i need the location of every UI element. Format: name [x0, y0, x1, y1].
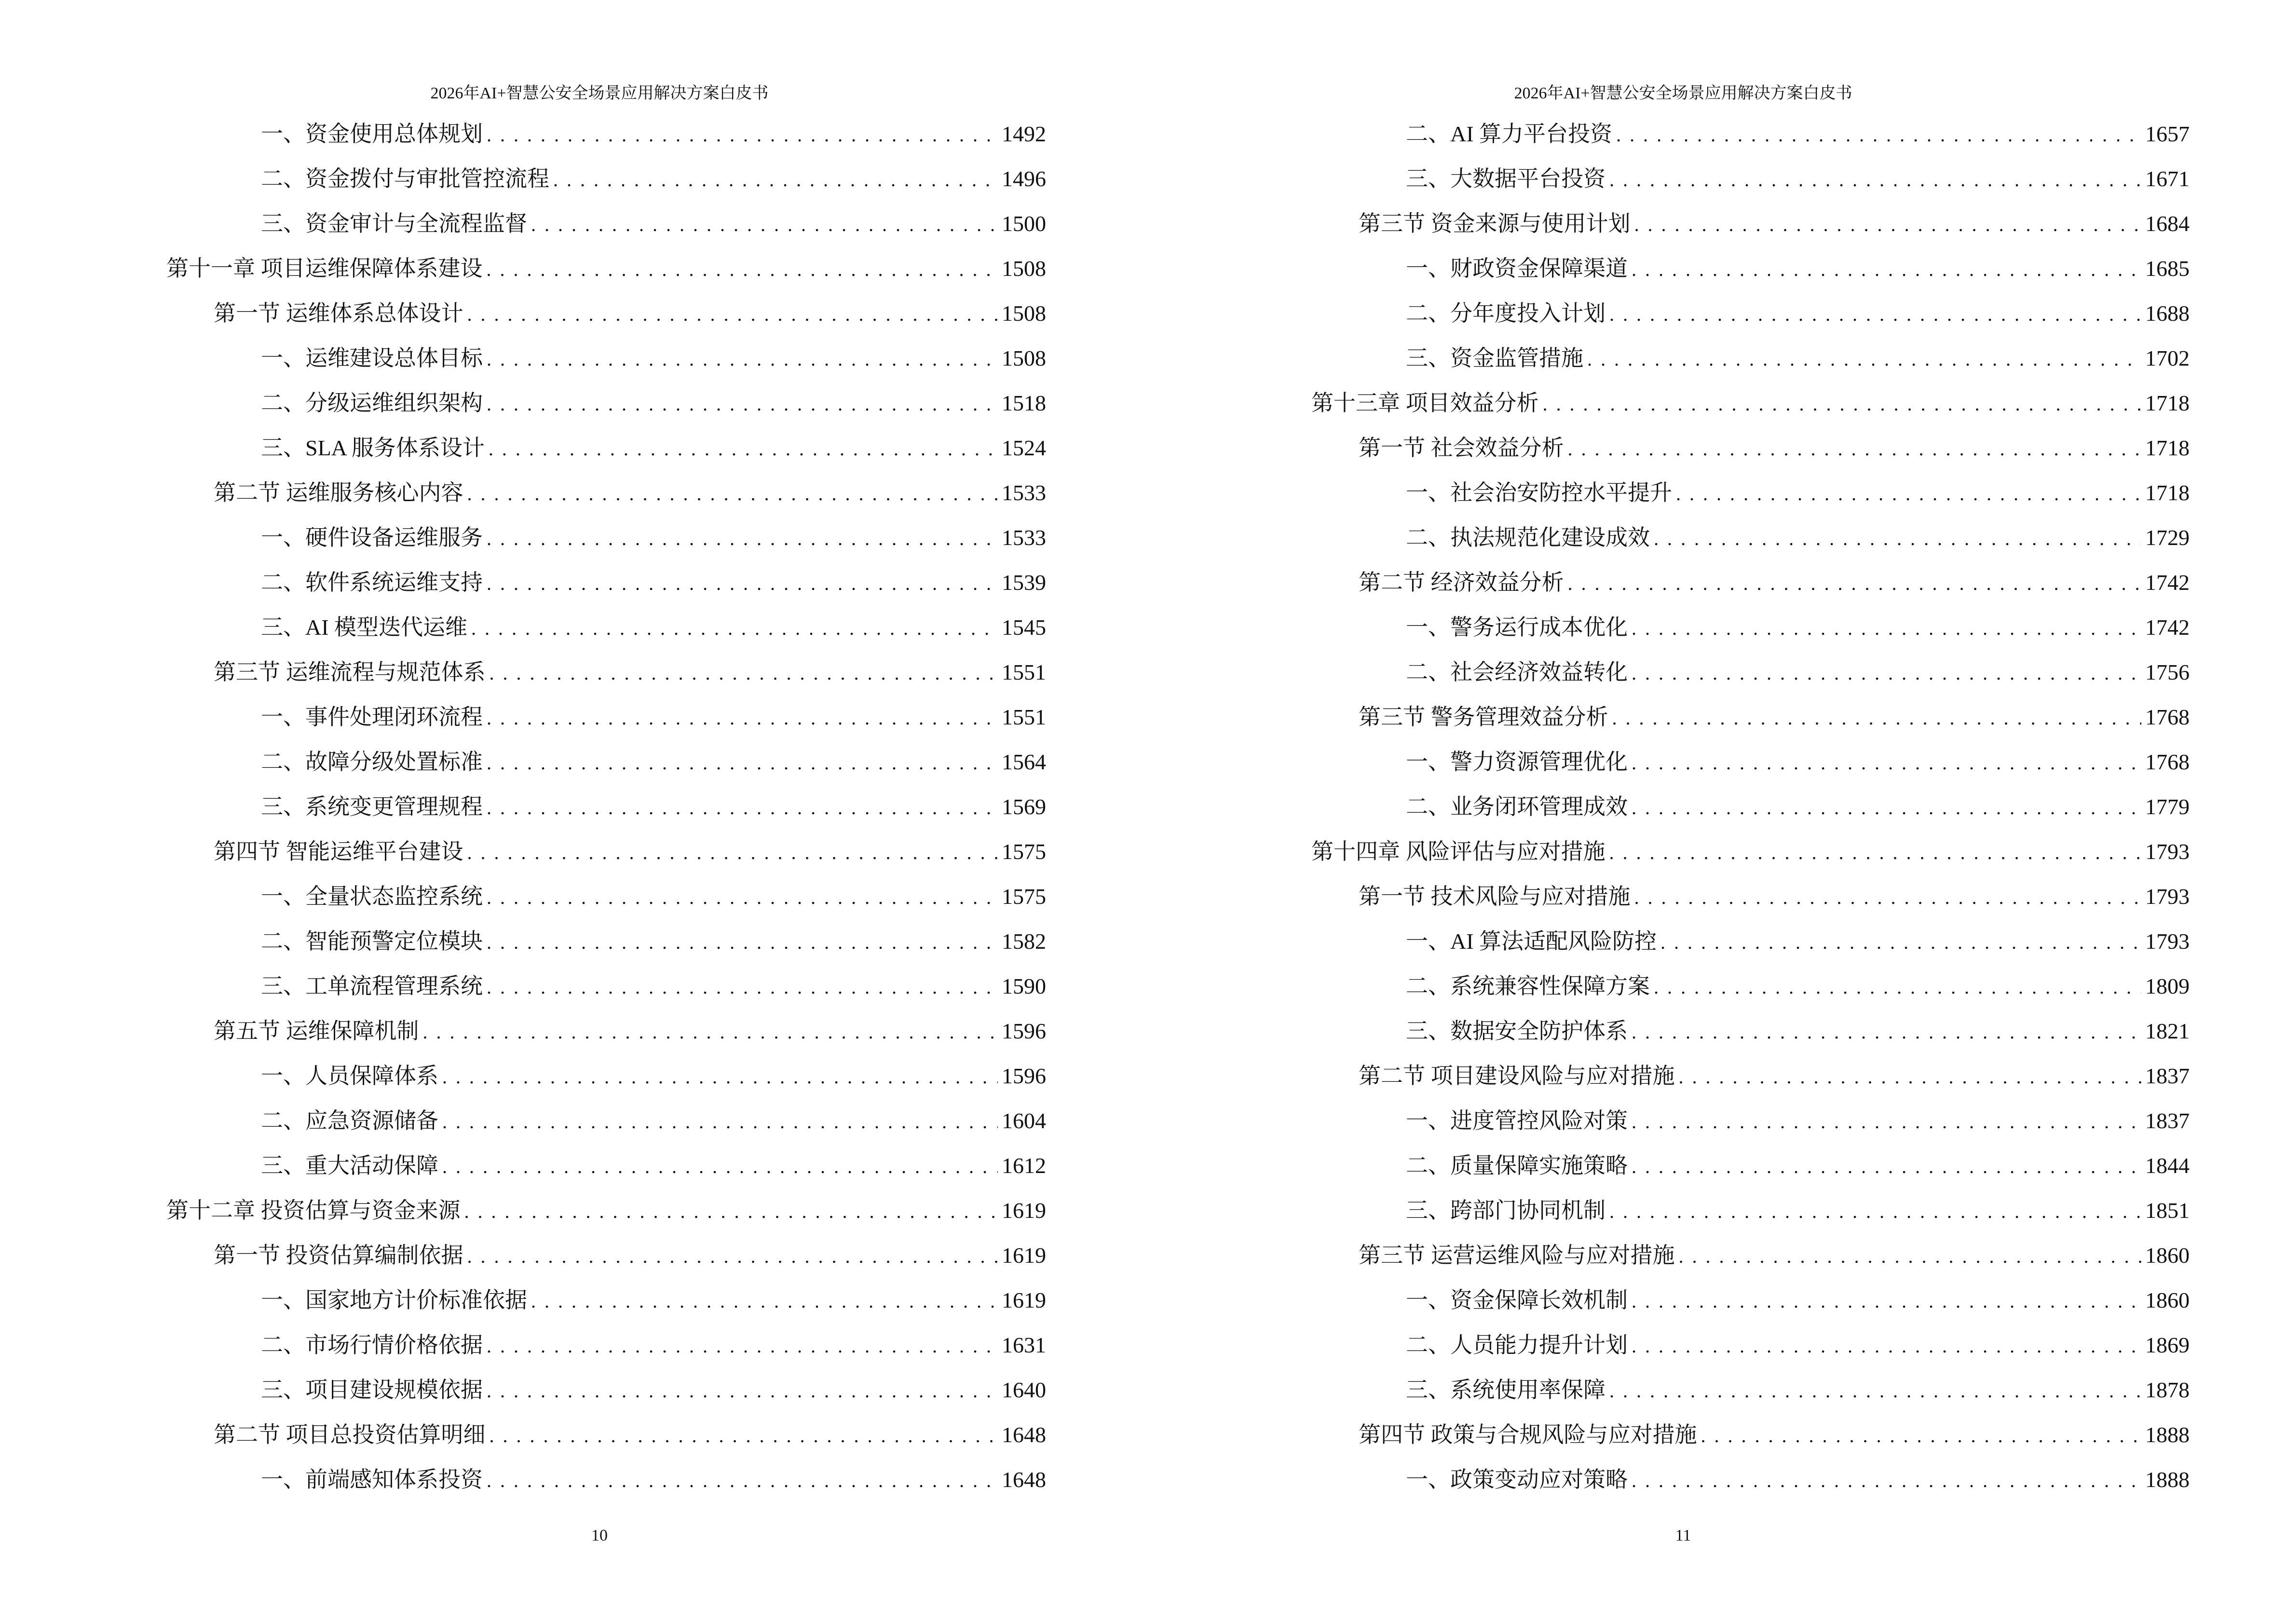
toc-entry-title: 第十三章 项目效益分析 [1311, 391, 1539, 415]
toc-entry-page-number: 1508 [1002, 346, 1046, 370]
toc-item-entry[interactable] [1311, 344, 2190, 389]
toc-item-entry[interactable] [1311, 1465, 2190, 1510]
toc-entry-title: 一、全量状态监控系统 [261, 884, 483, 909]
dot-leader [487, 569, 998, 598]
page-number: 10 [591, 1527, 608, 1544]
dot-leader [1632, 255, 2141, 284]
toc-entry-title: 一、AI 算法适配风险防控 [1406, 929, 1657, 954]
toc-chapter-entry[interactable] [166, 1196, 1046, 1241]
toc-entry-title: 二、业务闭环管理成效 [1406, 794, 1628, 819]
dot-leader [487, 345, 998, 374]
toc-entry-page-number: 1685 [2145, 256, 2190, 281]
table-of-contents [166, 120, 1046, 1510]
toc-entry-title: 一、进度管控风险对策 [1406, 1108, 1628, 1133]
toc-item-entry[interactable] [166, 434, 1046, 478]
toc-entry-title: 二、故障分级处置标准 [261, 750, 483, 774]
toc-entry-page-number: 1718 [2145, 436, 2190, 460]
toc-entry-title: 一、社会治安防控水平提升 [1406, 480, 1672, 505]
toc-item-entry[interactable] [166, 1106, 1046, 1151]
dot-leader [487, 255, 998, 284]
toc-entry-page-number: 1888 [2145, 1467, 2190, 1492]
toc-section-entry[interactable] [1311, 434, 2190, 478]
toc-entry-title: 二、软件系统运维支持 [261, 570, 483, 595]
dot-leader [1634, 210, 2142, 239]
dot-leader [467, 479, 998, 508]
dot-leader [1632, 1466, 2141, 1495]
toc-entry-page-number: 1518 [1002, 391, 1046, 415]
toc-entry-title: 二、社会经济效益转化 [1406, 660, 1628, 684]
toc-item-entry[interactable] [166, 703, 1046, 748]
toc-entry-page-number: 1837 [2145, 1108, 2190, 1133]
running-header: 2026年AI+智慧公安全场景应用解决方案白皮书 [1514, 84, 1852, 102]
dot-leader [1632, 793, 2141, 822]
dot-leader [467, 300, 998, 329]
toc-entry-page-number: 1533 [1002, 480, 1046, 505]
running-header: 2026年AI+智慧公安全场景应用解决方案白皮书 [430, 84, 769, 102]
toc-entry-page-number: 1551 [1002, 660, 1046, 684]
toc-entry-page-number: 1564 [1002, 750, 1046, 774]
toc-entry-title: 第二节 项目总投资估算明细 [214, 1422, 486, 1447]
toc-entry-page-number: 1702 [2145, 346, 2190, 370]
dot-leader [442, 1063, 998, 1092]
toc-item-entry[interactable] [1311, 972, 2190, 1017]
dot-leader [1609, 1197, 2141, 1226]
page-number: 11 [1675, 1527, 1691, 1544]
toc-entry-title: 三、工单流程管理系统 [261, 974, 483, 998]
dot-leader [1612, 704, 2142, 733]
toc-entry-page-number: 1888 [2145, 1422, 2190, 1447]
toc-entry-title: 第一节 社会效益分析 [1359, 436, 1564, 460]
dot-leader [1587, 345, 2141, 374]
toc-entry-title: 一、政策变动应对策略 [1406, 1467, 1628, 1492]
dot-leader [1632, 659, 2141, 688]
right-page [1144, 0, 2287, 1624]
toc-entry-title: 一、警力资源管理优化 [1406, 750, 1628, 774]
toc-entry-page-number: 1596 [1002, 1019, 1046, 1043]
toc-entry-title: 二、分年度投入计划 [1406, 301, 1606, 326]
toc-item-entry[interactable] [166, 927, 1046, 972]
toc-entry-page-number: 1582 [1002, 929, 1046, 954]
toc-section-entry[interactable] [166, 1241, 1046, 1286]
dot-leader [1632, 1018, 2141, 1047]
toc-section-entry[interactable] [166, 837, 1046, 882]
toc-item-entry[interactable] [166, 613, 1046, 658]
toc-entry-page-number: 1619 [1002, 1243, 1046, 1268]
dot-leader [1679, 1063, 2142, 1092]
toc-section-entry[interactable] [166, 299, 1046, 344]
dot-leader [487, 928, 998, 957]
dot-leader [487, 793, 998, 822]
toc-entry-title: 三、重大活动保障 [261, 1153, 438, 1178]
toc-item-entry[interactable] [166, 792, 1046, 837]
dot-leader [467, 838, 998, 867]
toc-entry-page-number: 1869 [2145, 1333, 2190, 1357]
dot-leader [531, 1287, 998, 1316]
toc-section-entry[interactable] [1311, 1241, 2190, 1286]
toc-item-entry[interactable] [166, 1331, 1046, 1376]
toc-item-entry[interactable] [166, 972, 1046, 1017]
toc-entry-page-number: 1793 [2145, 929, 2190, 954]
toc-entry-page-number: 1648 [1002, 1422, 1046, 1447]
dot-leader [1568, 435, 2142, 464]
toc-entry-title: 一、警务运行成本优化 [1406, 615, 1628, 640]
toc-entry-title: 一、资金保障长效机制 [1406, 1288, 1628, 1312]
toc-entry-page-number: 1533 [1002, 525, 1046, 550]
dot-leader [1701, 1421, 2142, 1450]
dot-leader [487, 121, 998, 150]
dot-leader [487, 704, 998, 733]
toc-item-entry[interactable] [1311, 1331, 2190, 1376]
toc-entry-page-number: 1837 [2145, 1064, 2190, 1088]
toc-entry-title: 一、资金使用总体规划 [261, 122, 483, 146]
toc-entry-page-number: 1648 [1002, 1467, 1046, 1492]
dot-leader [490, 1421, 998, 1450]
toc-entry-title: 第二节 项目建设风险与应对措施 [1359, 1064, 1675, 1088]
toc-entry-page-number: 1844 [2145, 1153, 2190, 1178]
dot-leader [1654, 973, 2141, 1002]
dot-leader [1654, 524, 2141, 553]
toc-entry-page-number: 1768 [2145, 750, 2190, 774]
toc-item-entry[interactable] [1311, 478, 2190, 523]
toc-item-entry[interactable] [1311, 120, 2190, 164]
dot-leader [553, 165, 998, 194]
toc-entry-title: 二、人员能力提升计划 [1406, 1333, 1628, 1357]
dot-leader [1543, 390, 2142, 419]
toc-entry-title: 二、执法规范化建设成效 [1406, 525, 1650, 550]
toc-entry-page-number: 1604 [1002, 1108, 1046, 1133]
toc-item-entry[interactable] [166, 1062, 1046, 1106]
toc-entry-page-number: 1729 [2145, 525, 2190, 550]
toc-item-entry[interactable] [1311, 613, 2190, 658]
toc-entry-title: 一、事件处理闭环流程 [261, 705, 483, 729]
dot-leader [1679, 1242, 2142, 1271]
dot-leader [487, 1466, 998, 1495]
toc-entry-page-number: 1551 [1002, 705, 1046, 729]
dot-leader [487, 749, 998, 778]
toc-entry-title: 第三节 警务管理效益分析 [1359, 705, 1608, 729]
toc-entry-title: 二、分级运维组织架构 [261, 391, 483, 415]
toc-item-entry[interactable] [166, 164, 1046, 209]
toc-entry-page-number: 1860 [2145, 1288, 2190, 1312]
toc-item-entry[interactable] [166, 1286, 1046, 1331]
toc-entry-page-number: 1524 [1002, 436, 1046, 460]
toc-entry-page-number: 1718 [2145, 391, 2190, 415]
dot-leader [487, 1332, 998, 1361]
toc-entry-page-number: 1500 [1002, 211, 1046, 236]
toc-entry-title: 三、项目建设规模依据 [261, 1378, 483, 1402]
toc-entry-title: 一、前端感知体系投资 [261, 1467, 483, 1492]
toc-item-entry[interactable] [166, 568, 1046, 613]
toc-entry-title: 二、智能预警定位模块 [261, 929, 483, 954]
toc-item-entry[interactable] [166, 748, 1046, 792]
dot-leader [1616, 121, 2141, 150]
toc-entry-title: 第三节 运维流程与规范体系 [214, 660, 486, 684]
toc-item-entry[interactable] [1311, 254, 2190, 299]
toc-section-entry[interactable] [1311, 882, 2190, 927]
toc-entry-page-number: 1688 [2145, 301, 2190, 326]
toc-section-entry[interactable] [166, 658, 1046, 703]
toc-item-entry[interactable] [166, 389, 1046, 434]
dot-leader [442, 1107, 998, 1136]
toc-item-entry[interactable] [166, 882, 1046, 927]
toc-entry-title: 三、跨部门协同机制 [1406, 1198, 1606, 1223]
toc-entry-page-number: 1619 [1002, 1288, 1046, 1312]
dot-leader [464, 1197, 998, 1226]
toc-entry-page-number: 1851 [2145, 1198, 2190, 1223]
dot-leader [1632, 1332, 2141, 1361]
toc-chapter-entry[interactable] [1311, 837, 2190, 882]
toc-entry-title: 一、财政资金保障渠道 [1406, 256, 1628, 281]
toc-entry-title: 第五节 运维保障机制 [214, 1019, 419, 1043]
toc-entry-page-number: 1612 [1002, 1153, 1046, 1178]
toc-entry-title: 三、资金监管措施 [1406, 346, 1583, 370]
toc-entry-page-number: 1793 [2145, 884, 2190, 909]
toc-entry-page-number: 1860 [2145, 1243, 2190, 1268]
toc-entry-page-number: 1657 [2145, 122, 2190, 146]
dot-leader [1632, 1287, 2141, 1316]
toc-entry-page-number: 1742 [2145, 570, 2190, 595]
toc-entry-page-number: 1569 [1002, 794, 1046, 819]
toc-entry-page-number: 1640 [1002, 1378, 1046, 1402]
toc-entry-page-number: 1684 [2145, 211, 2190, 236]
toc-entry-title: 三、SLA 服务体系设计 [261, 436, 485, 460]
toc-item-entry[interactable] [1311, 1376, 2190, 1420]
toc-entry-title: 第十二章 投资估算与资金来源 [166, 1198, 461, 1223]
toc-entry-title: 三、资金审计与全流程监督 [261, 211, 527, 236]
toc-item-entry[interactable] [1311, 792, 2190, 837]
toc-entry-title: 第四节 智能运维平台建设 [214, 839, 463, 864]
toc-entry-title: 一、硬件设备运维服务 [261, 525, 483, 550]
toc-entry-page-number: 1671 [2145, 166, 2190, 191]
dot-leader [1632, 614, 2141, 643]
toc-section-entry[interactable] [166, 1420, 1046, 1465]
toc-section-entry[interactable] [1311, 1420, 2190, 1465]
toc-entry-title: 二、应急资源储备 [261, 1108, 438, 1133]
toc-item-entry[interactable] [1311, 1151, 2190, 1196]
toc-item-entry[interactable] [1311, 1106, 2190, 1151]
toc-item-entry[interactable] [1311, 748, 2190, 792]
dot-leader [490, 659, 998, 688]
toc-entry-title: 三、AI 模型迭代运维 [261, 615, 468, 640]
toc-entry-title: 二、系统兼容性保障方案 [1406, 974, 1650, 998]
toc-entry-page-number: 1539 [1002, 570, 1046, 595]
toc-entry-title: 一、运维建设总体目标 [261, 346, 483, 370]
dot-leader [1661, 928, 2141, 957]
dot-leader [467, 1242, 998, 1271]
toc-entry-page-number: 1878 [2145, 1378, 2190, 1402]
toc-entry-page-number: 1768 [2145, 705, 2190, 729]
toc-section-entry[interactable] [1311, 703, 2190, 748]
dot-leader [1632, 1107, 2141, 1136]
toc-entry-title: 一、人员保障体系 [261, 1064, 438, 1088]
dot-leader [1609, 300, 2141, 329]
toc-entry-title: 第三节 运营运维风险与应对措施 [1359, 1243, 1675, 1268]
dot-leader [1609, 165, 2141, 194]
toc-item-entry[interactable] [166, 523, 1046, 568]
toc-entry-page-number: 1596 [1002, 1064, 1046, 1088]
toc-item-entry[interactable] [1311, 299, 2190, 344]
toc-entry-title: 二、AI 算力平台投资 [1406, 122, 1613, 146]
toc-entry-page-number: 1779 [2145, 794, 2190, 819]
dot-leader [1634, 883, 2142, 912]
toc-item-entry[interactable] [1311, 658, 2190, 703]
toc-entry-title: 三、数据安全防护体系 [1406, 1019, 1628, 1043]
toc-item-entry[interactable] [166, 1465, 1046, 1510]
dot-leader [489, 435, 998, 464]
table-of-contents [1311, 120, 2190, 1510]
dot-leader [1609, 838, 2142, 867]
dot-leader [1609, 1377, 2141, 1406]
dot-leader [487, 390, 998, 419]
toc-entry-page-number: 1545 [1002, 615, 1046, 640]
toc-entry-page-number: 1756 [2145, 660, 2190, 684]
dot-leader [487, 1377, 998, 1406]
toc-entry-title: 二、质量保障实施策略 [1406, 1153, 1628, 1178]
toc-entry-title: 一、国家地方计价标准依据 [261, 1288, 527, 1312]
toc-item-entry[interactable] [166, 344, 1046, 389]
toc-entry-title: 第二节 运维服务核心内容 [214, 480, 463, 505]
dot-leader [471, 614, 998, 643]
toc-item-entry[interactable] [166, 209, 1046, 254]
toc-entry-page-number: 1575 [1002, 839, 1046, 864]
toc-entry-title: 第十四章 风险评估与应对措施 [1311, 839, 1606, 864]
toc-entry-title: 三、系统使用率保障 [1406, 1378, 1606, 1402]
toc-entry-page-number: 1492 [1002, 122, 1046, 146]
toc-entry-title: 第一节 技术风险与应对措施 [1359, 884, 1631, 909]
dot-leader [1632, 749, 2141, 778]
dot-leader [487, 973, 998, 1002]
toc-entry-title: 二、资金拨付与审批管控流程 [261, 166, 549, 191]
toc-item-entry[interactable] [1311, 164, 2190, 209]
toc-entry-page-number: 1508 [1002, 301, 1046, 326]
toc-section-entry[interactable] [166, 478, 1046, 523]
toc-entry-title: 第四节 政策与合规风险与应对措施 [1359, 1422, 1697, 1447]
toc-section-entry[interactable] [1311, 209, 2190, 254]
toc-item-entry[interactable] [1311, 1196, 2190, 1241]
dot-leader [1676, 479, 2141, 508]
dot-leader [442, 1152, 998, 1181]
dot-leader [531, 210, 998, 239]
toc-item-entry[interactable] [166, 1376, 1046, 1420]
dot-leader [1632, 1152, 2141, 1181]
toc-item-entry[interactable] [1311, 1017, 2190, 1062]
toc-section-entry[interactable] [1311, 1062, 2190, 1106]
toc-chapter-entry[interactable] [1311, 389, 2190, 434]
dot-leader [423, 1018, 998, 1047]
toc-entry-title: 第二节 经济效益分析 [1359, 570, 1564, 595]
toc-entry-page-number: 1590 [1002, 974, 1046, 998]
toc-entry-title: 第一节 运维体系总体设计 [214, 301, 463, 326]
dot-leader [1568, 569, 2142, 598]
toc-entry-page-number: 1793 [2145, 839, 2190, 864]
toc-item-entry[interactable] [166, 1151, 1046, 1196]
toc-item-entry[interactable] [1311, 927, 2190, 972]
toc-item-entry[interactable] [1311, 1286, 2190, 1331]
toc-chapter-entry[interactable] [166, 254, 1046, 299]
toc-entry-title: 第十一章 项目运维保障体系建设 [166, 256, 483, 281]
toc-entry-page-number: 1508 [1002, 256, 1046, 281]
dot-leader [487, 883, 998, 912]
toc-entry-page-number: 1809 [2145, 974, 2190, 998]
toc-section-entry[interactable] [166, 1017, 1046, 1062]
toc-entry-page-number: 1619 [1002, 1198, 1046, 1223]
toc-entry-page-number: 1631 [1002, 1333, 1046, 1357]
toc-item-entry[interactable] [166, 120, 1046, 164]
toc-entry-title: 第三节 资金来源与使用计划 [1359, 211, 1631, 236]
toc-entry-page-number: 1742 [2145, 615, 2190, 640]
toc-entry-title: 三、大数据平台投资 [1406, 166, 1606, 191]
toc-entry-title: 三、系统变更管理规程 [261, 794, 483, 819]
toc-entry-page-number: 1821 [2145, 1019, 2190, 1043]
toc-entry-page-number: 1718 [2145, 480, 2190, 505]
toc-item-entry[interactable] [1311, 523, 2190, 568]
toc-entry-title: 二、市场行情价格依据 [261, 1333, 483, 1357]
dot-leader [487, 524, 998, 553]
toc-entry-page-number: 1496 [1002, 166, 1046, 191]
toc-entry-title: 第一节 投资估算编制依据 [214, 1243, 463, 1268]
toc-section-entry[interactable] [1311, 568, 2190, 613]
toc-entry-page-number: 1575 [1002, 884, 1046, 909]
